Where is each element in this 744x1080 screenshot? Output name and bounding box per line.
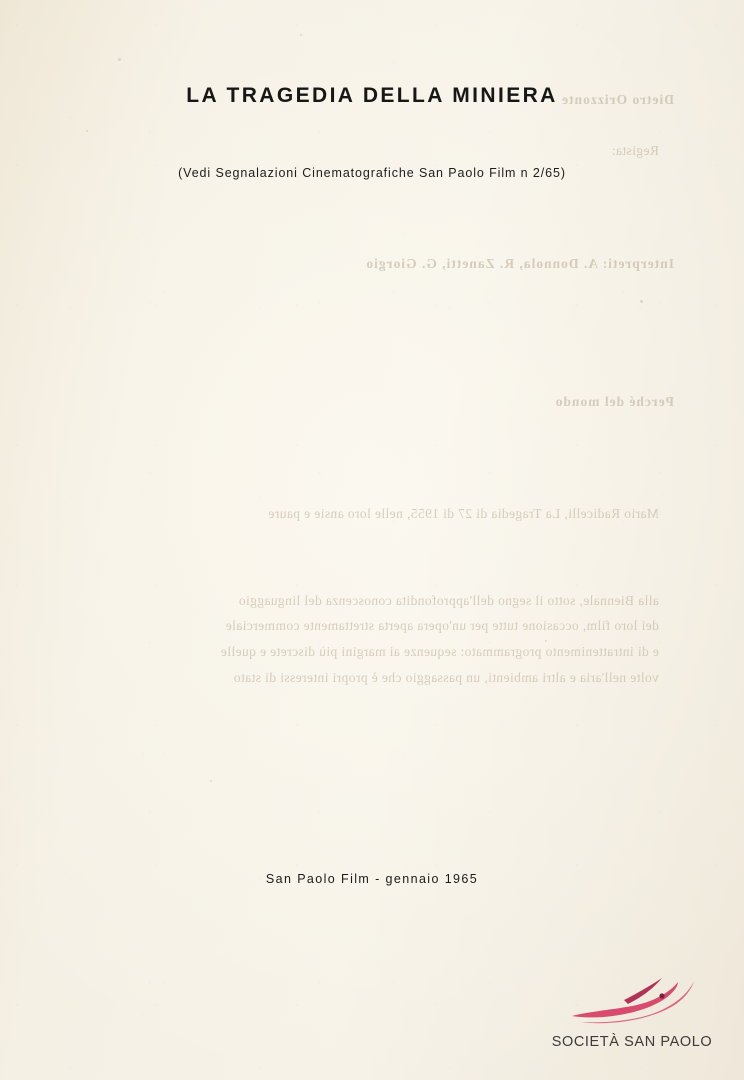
showthrough-line: Perché del mondo [554, 393, 674, 409]
page-title: LA TRAGEDIA DELLA MINIERA [186, 84, 558, 107]
showthrough-line: Dietro Orizzonte [561, 92, 674, 108]
showthrough-line: volte nell'aria e altri ambienti, un passaggio che è propri interessi di stato [233, 669, 659, 685]
showthrough-line: Regista: [611, 143, 659, 159]
paper-speck [86, 130, 88, 132]
paper-speck [545, 640, 547, 642]
showthrough-line: alla Biennale, sotto il segno dell'approfondita conoscenza del linguaggio [238, 592, 659, 608]
publisher-imprint: San Paolo Film - gennaio 1965 [265, 872, 479, 886]
paper-speck [300, 34, 302, 36]
paper-speck [640, 300, 643, 303]
paper-speck [118, 58, 121, 61]
page-subtitle: (Vedi Segnalazioni Cinematografiche San Paolo Film n 2/65) [178, 166, 566, 180]
showthrough-line: Interpreti: A. Donnola, R. Zanetti, G. Giorgio [365, 255, 674, 271]
san-paolo-bird-icon [566, 976, 698, 1028]
showthrough-line: dei loro film, occasione tutte per un'opera aperta strettamente commerciale [225, 618, 659, 634]
logo-label: SOCIETÀ SAN PAOLO [551, 1034, 713, 1050]
paper-speck [210, 780, 212, 782]
logo-block [548, 976, 716, 1050]
showthrough-line: e di intrattenimento programmato: sequenze ai margini più discrete e quelle [220, 644, 659, 660]
showthrough-line: Mario Radicelli, La Tragedia di 27 di 1955, nelle loro ansie e paure [268, 506, 659, 522]
